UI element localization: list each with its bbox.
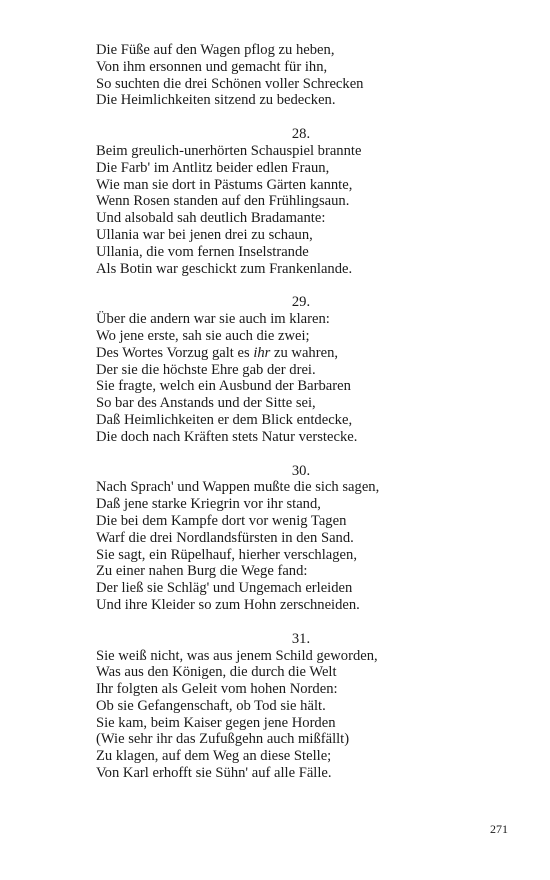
verse-line: Sie kam, beim Kaiser gegen jene Horden [96, 714, 336, 731]
verse-line: So suchten die drei Schönen voller Schrecken [96, 75, 364, 92]
verse-line: Die Farb' im Antlitz beider edlen Fraun, [96, 159, 330, 176]
stanza [96, 294, 486, 445]
stanza-number: 28. [291, 126, 311, 143]
verse-line: Als Botin war geschickt zum Frankenlande. [96, 260, 353, 277]
verse-line: Sie weiß nicht, was aus jenem Schild geworden, [96, 647, 378, 664]
verse-line: Was aus den Königen, die durch die Welt [96, 664, 337, 681]
verse-line: Ullania, die vom fernen Inselstrande [96, 243, 309, 260]
verse-line: Der sie die höchste Ehre gab der drei. [96, 361, 316, 378]
poem-text [96, 42, 486, 799]
verse-line [96, 345, 486, 362]
stanza [96, 42, 486, 109]
verse-line-part: zu wahren, [270, 344, 339, 361]
verse-line: Die Füße auf den Wagen pflog zu heben, [96, 42, 335, 58]
page-number: 271 [490, 822, 508, 836]
verse-line: Sie fragte, welch ein Ausbund der Barbaren [96, 378, 351, 395]
verse-line: Von ihm ersonnen und gemacht für ihn, [96, 58, 328, 75]
verse-line: Die doch nach Kräften stets Natur verstecke. [96, 428, 358, 445]
stanza-number: 29. [291, 294, 311, 311]
verse-line: Die Heimlichkeiten sitzend zu bedecken. [96, 92, 336, 109]
stanza-number: 30. [291, 462, 311, 479]
verse-line: Ob sie Gefangenschaft, ob Tod sie hält. [96, 697, 326, 714]
verse-line: Sie sagt, ein Rüpelhauf, hierher verschlagen, [96, 546, 357, 563]
verse-line: Ihr folgten als Geleit vom hohen Norden: [96, 681, 338, 698]
verse-line: Der ließ sie Schläg' und Ungemach erleiden [96, 580, 353, 597]
verse-line: Wo jene erste, sah sie auch die zwei; [96, 327, 310, 344]
verse-line: Wenn Rosen standen auf den Frühlingsaun. [96, 193, 350, 210]
verse-line: Zu einer nahen Burg die Wege fand: [96, 563, 308, 580]
verse-line: So bar des Anstands und der Sitte sei, [96, 395, 316, 412]
verse-line: (Wie sehr ihr das Zufußgehn auch mißfällt) [96, 731, 350, 748]
verse-line: Nach Sprach' und Wappen mußte die sich sagen, [96, 479, 380, 496]
emphasized-word: ihr [253, 344, 271, 361]
verse-line: Und ihre Kleider so zum Hohn zerschneiden. [96, 596, 360, 613]
verse-line: Zu klagen, auf dem Weg an diese Stelle; [96, 748, 332, 765]
verse-line: Wie man sie dort in Pästums Gärten kannte, [96, 176, 353, 193]
stanza [96, 631, 486, 782]
verse-line: Warf die drei Nordlandsfürsten in den Sand. [96, 529, 354, 546]
verse-line: Über die andern war sie auch im klaren: [96, 311, 330, 328]
stanza-number: 31. [291, 630, 311, 647]
stanza [96, 126, 486, 277]
verse-line: Daß jene starke Kriegrin vor ihr stand, [96, 496, 321, 513]
verse-line: Daß Heimlichkeiten er dem Blick entdecke, [96, 411, 353, 428]
verse-line: Von Karl erhofft sie Sühn' auf alle Fälle. [96, 765, 332, 782]
verse-line: Die bei dem Kampfe dort vor wenig Tagen [96, 512, 347, 529]
stanza [96, 463, 486, 614]
verse-line: Und alsobald sah deutlich Bradamante: [96, 210, 326, 227]
verse-line: Beim greulich-unerhörten Schauspiel brannte [96, 142, 362, 159]
verse-line-part: Des Wortes Vorzug galt es [96, 344, 254, 361]
verse-line: Ullania war bei jenen drei zu schaun, [96, 226, 313, 243]
